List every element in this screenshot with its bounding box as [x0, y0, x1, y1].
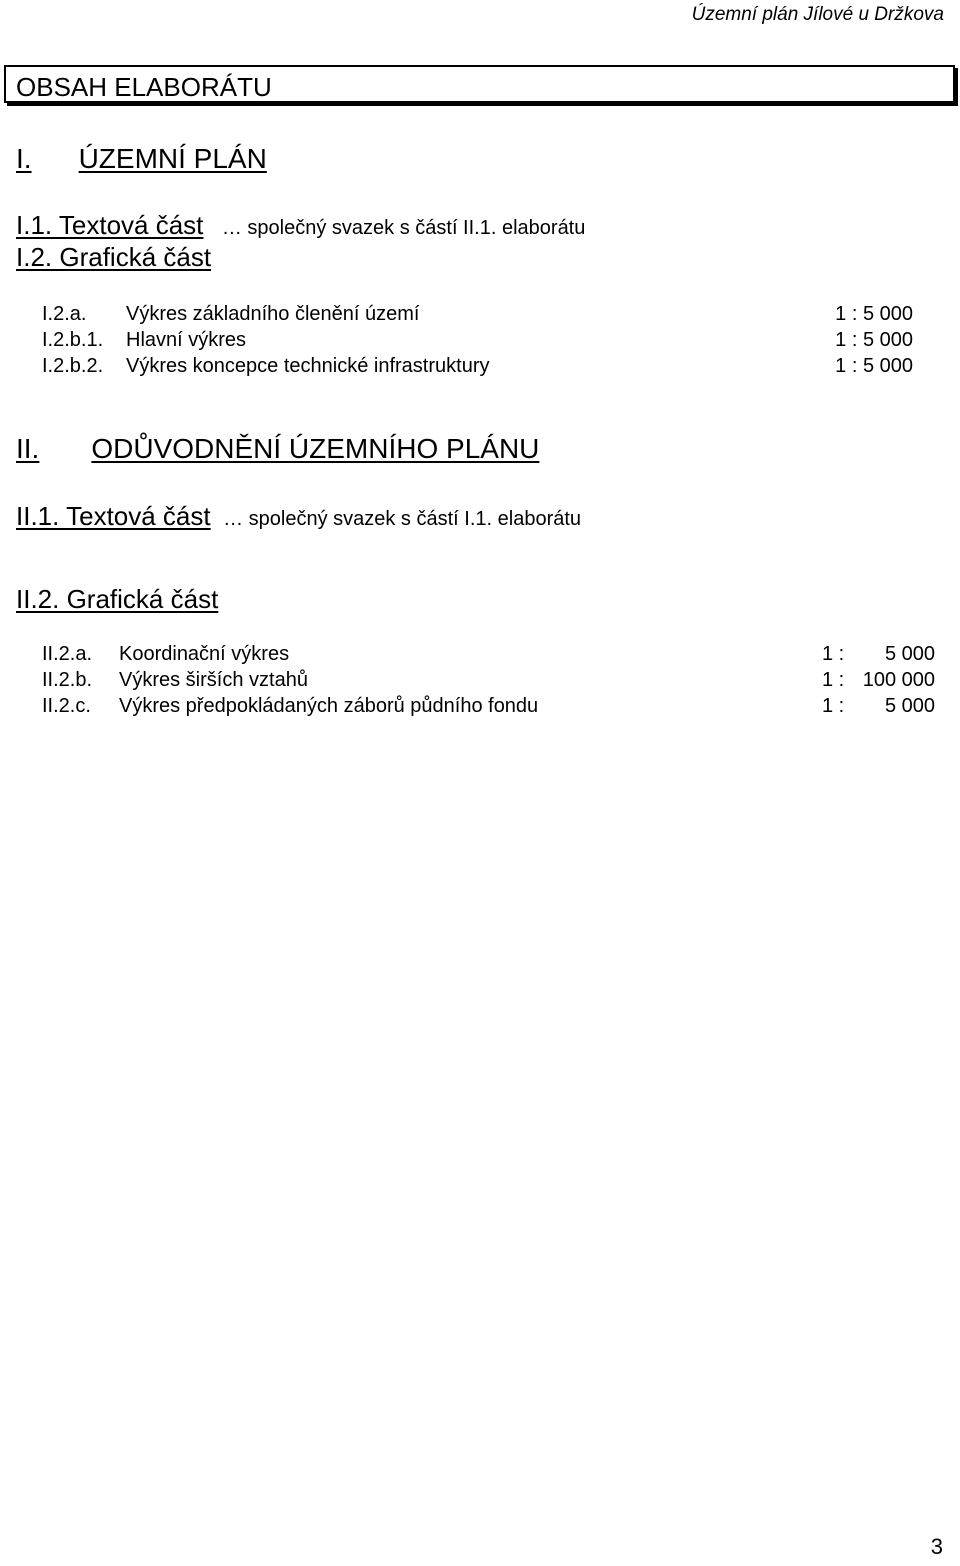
part1-graficka-label: I.2. Grafická část [16, 242, 212, 272]
drawing-code: II.2.a. [42, 643, 93, 665]
contents-title-box [4, 65, 955, 103]
part2-heading [16, 433, 539, 465]
part1-textova-label: I.1. Textová část [16, 210, 204, 240]
drawing-code: I.2.a. [42, 303, 87, 325]
drawing-name: Výkres širších vztahů [119, 669, 308, 691]
part2-number: II. [16, 433, 40, 464]
drawing-scale-prefix: 1 : [822, 643, 845, 665]
drawing-name: Výkres základního členění území [126, 303, 420, 325]
drawing-scale: 1 : 5 000 [835, 303, 913, 325]
drawing-row [0, 695, 960, 721]
drawing-code: II.2.c. [42, 695, 91, 717]
drawing-name: Koordinační výkres [119, 643, 290, 665]
drawing-name: Výkres koncepce technické infrastruktury [126, 355, 490, 377]
part2-textova-label: II.1. Textová část [16, 501, 211, 531]
drawing-scale-value: 100 000 [862, 669, 935, 691]
contents-title: OBSAH ELABORÁTU [16, 72, 272, 102]
part2-textova-note: … společný svazek s částí I.1. elaborátu [223, 508, 582, 530]
part2-textova-row [16, 501, 581, 532]
document-header-title: Územní plán Jílové u Držkova [691, 4, 944, 25]
part1-heading [16, 143, 267, 175]
drawing-name: Výkres předpokládaných záborů půdního fondu [119, 695, 539, 717]
drawing-name: Hlavní výkres [126, 329, 247, 351]
part1-textova-note: … společný svazek s částí II.1. elaborátu [221, 217, 586, 239]
drawing-scale: 1 : 5 000 [835, 329, 913, 351]
drawing-row [0, 643, 960, 669]
drawing-code: II.2.b. [42, 669, 93, 691]
part1-title: ÚZEMNÍ PLÁN [78, 143, 267, 174]
part1-textova-row [16, 210, 585, 241]
drawing-row [0, 329, 960, 355]
drawing-scale-value: 5 000 [884, 643, 935, 665]
drawing-scale: 1 : 5 000 [835, 355, 913, 377]
drawing-row [0, 669, 960, 695]
drawing-scale-value: 5 000 [884, 695, 935, 717]
drawing-row [0, 303, 960, 329]
part2-graficka-label: II.2. Grafická část [16, 584, 219, 614]
drawing-row [0, 355, 960, 381]
page-number: 3 [930, 1534, 943, 1559]
drawing-scale-prefix: 1 : [822, 669, 845, 691]
drawing-code: I.2.b.2. [42, 355, 104, 377]
drawing-scale-prefix: 1 : [822, 695, 845, 717]
drawing-code: I.2.b.1. [42, 329, 104, 351]
part2-title: ODŮVODNĚNÍ ÚZEMNÍHO PLÁNU [91, 433, 540, 464]
part1-number: I. [16, 143, 32, 174]
